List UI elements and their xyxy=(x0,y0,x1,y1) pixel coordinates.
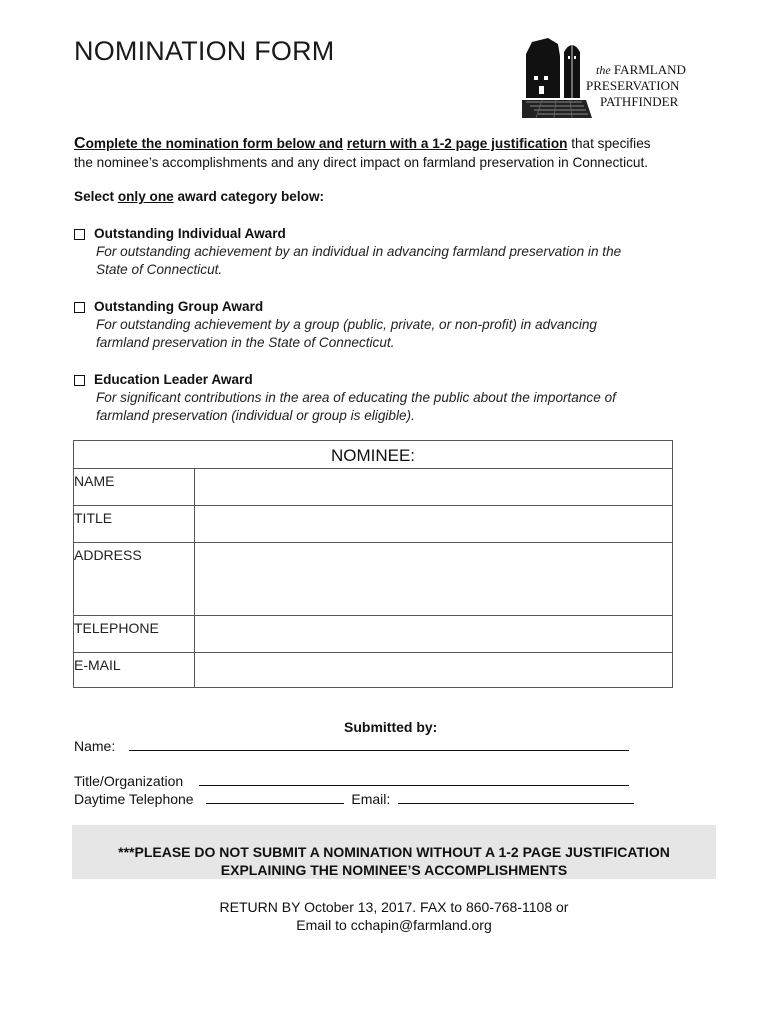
submitter-name-line: Name: xyxy=(74,738,629,754)
email-field[interactable] xyxy=(195,653,673,688)
logo-wordmark: the FARMLAND PRESERVATION PATHFINDER xyxy=(586,62,686,109)
submitter-phone-field[interactable] xyxy=(206,791,344,804)
submitter-title-field[interactable] xyxy=(199,773,629,786)
field-label: E-MAIL xyxy=(74,653,195,688)
nominee-heading: NOMINEE: xyxy=(74,441,673,469)
barn-silo-icon xyxy=(522,36,592,120)
warning-line: ***PLEASE DO NOT SUBMIT A NOMINATION WITHOUT A 1-2 PAGE JUSTIFICATION xyxy=(118,844,670,860)
title-field[interactable] xyxy=(195,506,673,543)
field-label: TITLE xyxy=(74,506,195,543)
submitter-email-field[interactable] xyxy=(398,791,634,804)
award-option[interactable]: Education Leader Award For significant contributions in the area of educating the public about the importance of farmland preservation (individual or group is eligible). xyxy=(74,371,714,425)
address-field[interactable] xyxy=(195,543,673,616)
submitter-contact-line: Daytime Telephone Email: xyxy=(74,791,634,807)
field-label: NAME xyxy=(74,469,195,506)
submitter-name-field[interactable] xyxy=(129,738,629,751)
award-option[interactable]: Outstanding Group Award For outstanding achievement by a group (public, private, or non-profit) in advancing farmland preservation in the State of Connecticut. xyxy=(74,298,714,352)
checkbox-icon[interactable] xyxy=(74,375,85,386)
submitted-heading: Submitted by: xyxy=(344,719,438,735)
checkbox-icon[interactable] xyxy=(74,229,85,240)
select-instruction: Select only one award category below: xyxy=(74,189,325,204)
telephone-field[interactable] xyxy=(195,616,673,653)
nominee-table xyxy=(73,440,673,688)
award-option[interactable]: Outstanding Individual Award For outstanding achievement by an individual in advancing farmland preservation in the State of Connecticut. xyxy=(74,225,714,279)
warning-line: EXPLAINING THE NOMINEE’S ACCOMPLISHMENTS xyxy=(220,862,568,878)
field-label: ADDRESS xyxy=(74,543,195,616)
warning-banner xyxy=(72,825,716,879)
return-info: RETURN BY October 13, 2017. FAX to 860-768-1108 or Email to cchapin@farmland.org xyxy=(219,899,569,933)
intro-paragraph: Complete the nomination form below and return with a 1-2 page justification that specifies the nominee’s accomplishments and any direct impact on farmland preservation in Connecticut. xyxy=(74,135,651,170)
submitter-title-line: Title/Organization xyxy=(74,773,629,789)
field-label: TELEPHONE xyxy=(74,616,195,653)
page-title: NOMINATION FORM xyxy=(74,36,335,66)
checkbox-icon[interactable] xyxy=(74,302,85,313)
name-field[interactable] xyxy=(195,469,673,506)
logo xyxy=(522,36,702,120)
